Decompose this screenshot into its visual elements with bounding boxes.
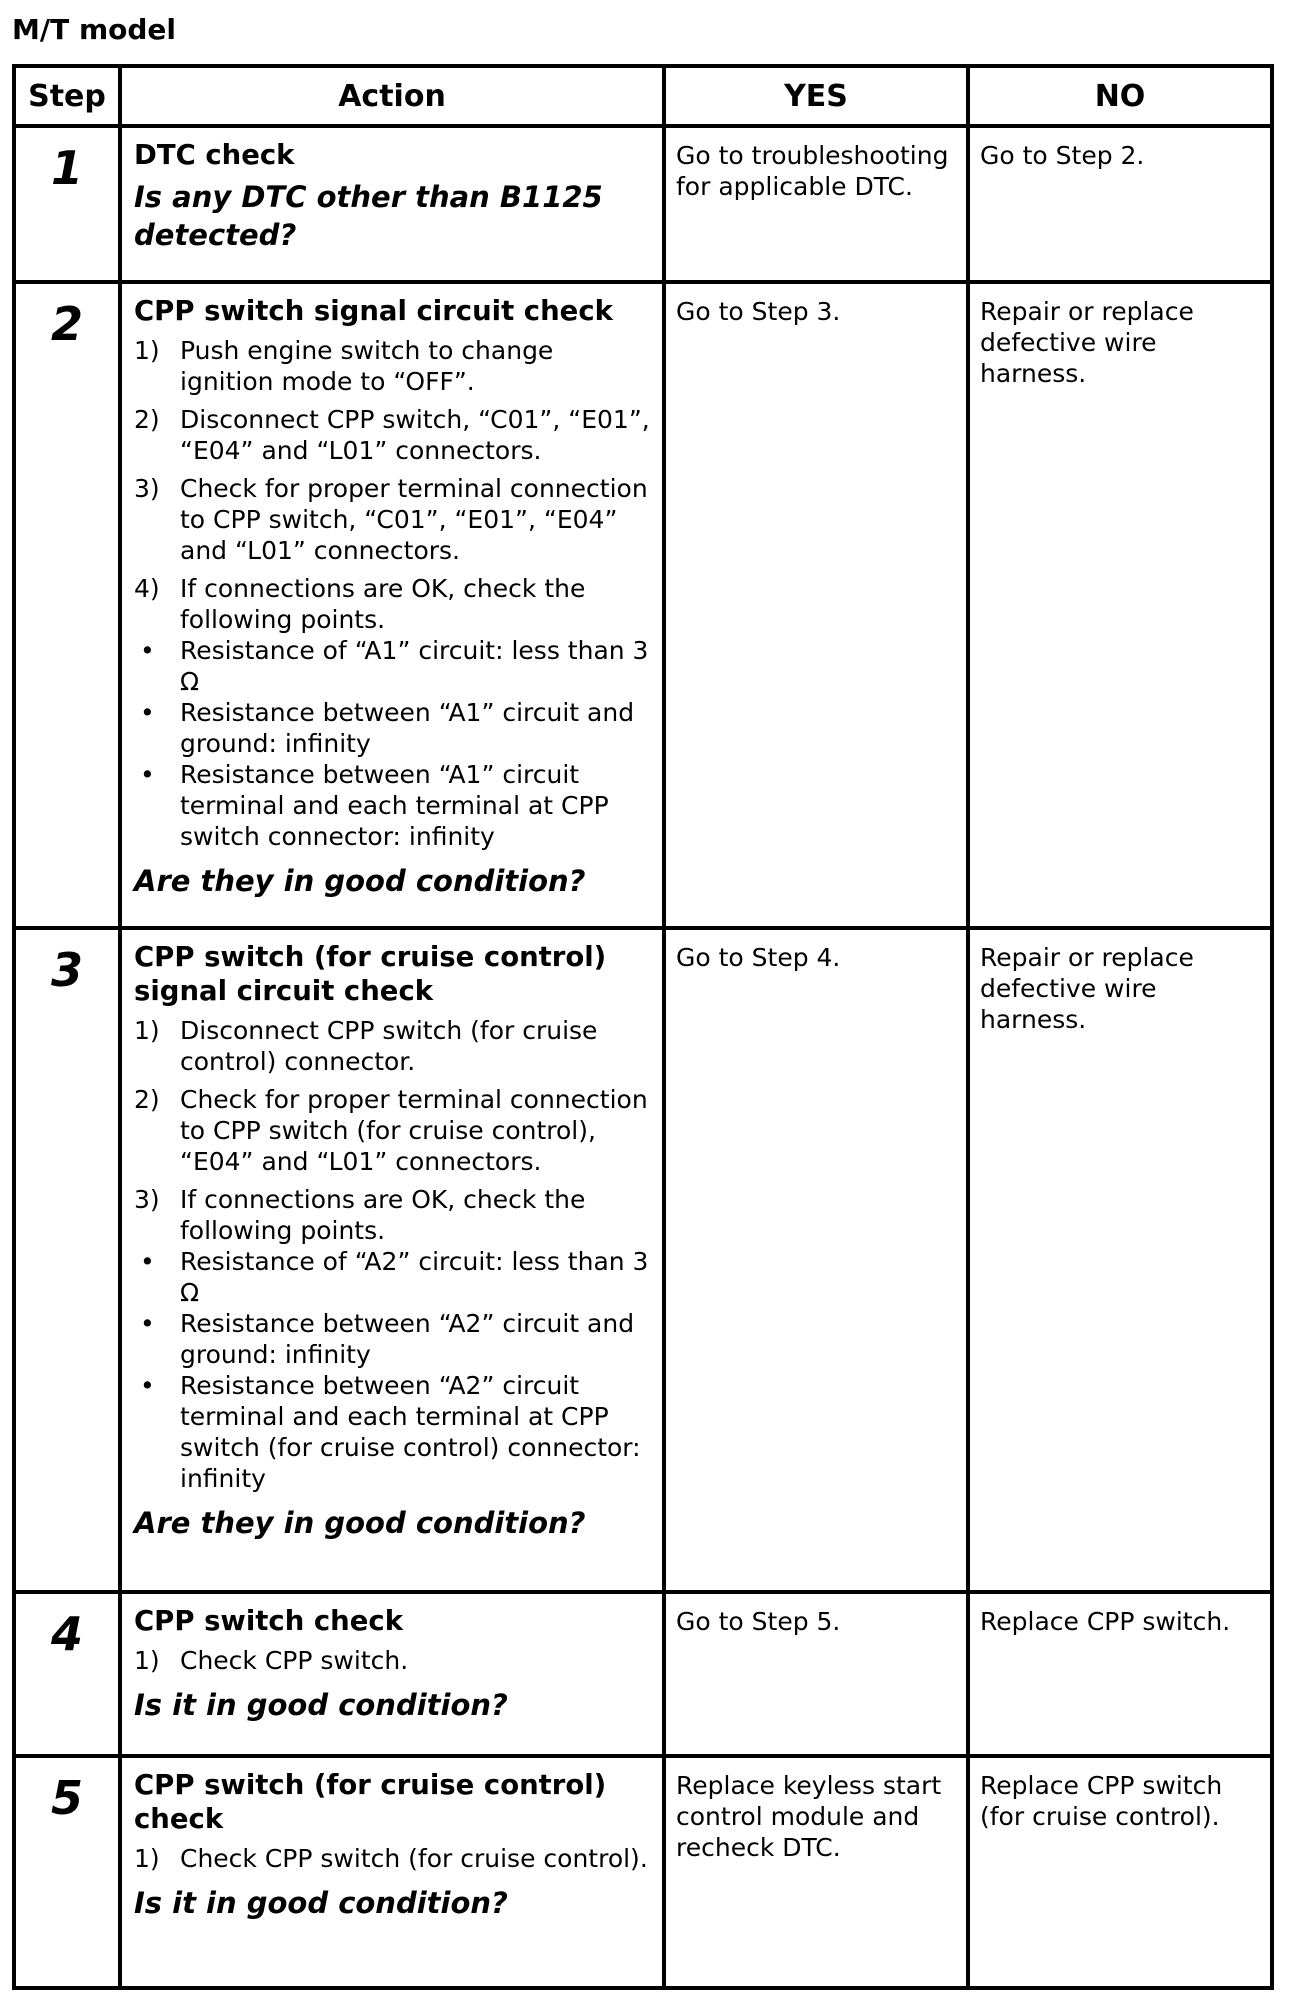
sub-step-text: Check for proper terminal connection to CPP switch (for cruise control), “E04” and “L01” connectors. (180, 1085, 648, 1176)
no-result: Repair or replace defective wire harness. (968, 282, 1272, 928)
action-question: Are they in good condition? (134, 1506, 586, 1540)
action-title: CPP switch signal circuit check (134, 295, 613, 327)
table-header-row (14, 66, 1272, 126)
action-title: CPP switch check (134, 1605, 403, 1637)
sub-step-text: If connections are OK, check the following points. (180, 1185, 586, 1245)
sub-step-text: If connections are OK, check the following points. (180, 574, 586, 634)
sub-step (134, 573, 650, 635)
sub-step-number: 4) (134, 574, 160, 603)
table-row (14, 282, 1272, 928)
yes-result: Go to troubleshooting for applicable DTC. (664, 126, 968, 282)
sub-step-text: Disconnect CPP switch, “C01”, “E01”, “E04” and “L01” connectors. (180, 405, 650, 465)
sub-step-text: Check CPP switch (for cruise control). (180, 1844, 648, 1873)
bullet-text: Resistance between “A1” circuit terminal and each terminal at CPP switch connector: infinity (180, 760, 609, 851)
bullet-item (134, 697, 650, 759)
sub-step-text: Push engine switch to change ignition mode to “OFF”. (180, 336, 554, 396)
bullet-dot-icon: • (140, 760, 155, 789)
bullet-item (134, 635, 650, 697)
sub-step-list (134, 335, 650, 852)
no-result: Replace CPP switch. (968, 1592, 1272, 1756)
table-row (14, 928, 1272, 1592)
step-number: 5 (14, 1756, 120, 1988)
yes-result: Replace keyless start control module and recheck DTC. (664, 1756, 968, 1988)
sub-step-number: 1) (134, 1844, 160, 1873)
bullet-text: Resistance between “A2” circuit and ground: infinity (180, 1309, 635, 1369)
page-title: M/T model (12, 13, 176, 46)
action-cell (120, 1756, 664, 1988)
sub-step (134, 404, 650, 466)
action-title: CPP switch (for cruise control) signal circuit check (134, 941, 607, 1007)
bullet-dot-icon: • (140, 636, 155, 665)
step-number: 3 (14, 928, 120, 1592)
troubleshooting-table (12, 64, 1274, 1990)
sub-step (134, 1184, 650, 1246)
table-row (14, 1756, 1272, 1988)
bullet-item (134, 1308, 650, 1370)
yes-result: Go to Step 4. (664, 928, 968, 1592)
sub-step-number: 1) (134, 1016, 160, 1045)
no-result: Go to Step 2. (968, 126, 1272, 282)
action-cell (120, 126, 664, 282)
step-number: 1 (14, 126, 120, 282)
action-question: Is it in good condition? (134, 1688, 508, 1722)
bullet-item (134, 1246, 650, 1308)
yes-result: Go to Step 5. (664, 1592, 968, 1756)
bullet-item (134, 1370, 650, 1494)
sub-step-text: Check for proper terminal connection to CPP switch, “C01”, “E01”, “E04” and “L01” connectors. (180, 474, 648, 565)
bullet-text: Resistance of “A1” circuit: less than 3 Ω (180, 636, 649, 696)
action-question: Are they in good condition? (134, 864, 586, 898)
sub-step-number: 2) (134, 1085, 160, 1114)
header-step: Step (14, 66, 120, 126)
sub-step-number: 2) (134, 405, 160, 434)
bullet-text: Resistance of “A2” circuit: less than 3 Ω (180, 1247, 649, 1307)
bullet-dot-icon: • (140, 698, 155, 727)
header-action: Action (120, 66, 664, 126)
bullet-text: Resistance between “A2” circuit terminal and each terminal at CPP switch (for cruise control) connector: infinity (180, 1371, 641, 1493)
action-cell (120, 1592, 664, 1756)
no-result: Replace CPP switch (for cruise control). (968, 1756, 1272, 1988)
bullet-dot-icon: • (140, 1371, 155, 1400)
table-row (14, 1592, 1272, 1756)
yes-result: Go to Step 3. (664, 282, 968, 928)
action-question: Is it in good condition? (134, 1886, 508, 1920)
action-title: DTC check (134, 139, 295, 171)
action-title: CPP switch (for cruise control) check (134, 1769, 607, 1835)
sub-step (134, 473, 650, 566)
no-result: Repair or replace defective wire harness. (968, 928, 1272, 1592)
sub-step (134, 335, 650, 397)
sub-step-text: Disconnect CPP switch (for cruise control) connector. (180, 1016, 598, 1076)
header-no: NO (968, 66, 1272, 126)
table-row (14, 126, 1272, 282)
sub-step (134, 1084, 650, 1177)
sub-step-number: 1) (134, 336, 160, 365)
sub-step-list (134, 1645, 650, 1676)
action-cell (120, 282, 664, 928)
sub-step-list (134, 1015, 650, 1494)
bullet-text: Resistance between “A1” circuit and ground: infinity (180, 698, 635, 758)
sub-step-number: 3) (134, 474, 160, 503)
bullet-dot-icon: • (140, 1309, 155, 1338)
sub-step-number: 1) (134, 1646, 160, 1675)
action-question: Is any DTC other than B1125 detected? (134, 180, 603, 252)
sub-step (134, 1843, 650, 1874)
sub-step-list (134, 1843, 650, 1874)
action-cell (120, 928, 664, 1592)
bullet-dot-icon: • (140, 1247, 155, 1276)
sub-step (134, 1015, 650, 1077)
step-number: 2 (14, 282, 120, 928)
step-number: 4 (14, 1592, 120, 1756)
sub-step-text: Check CPP switch. (180, 1646, 409, 1675)
sub-step-number: 3) (134, 1185, 160, 1214)
bullet-item (134, 759, 650, 852)
sub-step (134, 1645, 650, 1676)
header-yes: YES (664, 66, 968, 126)
